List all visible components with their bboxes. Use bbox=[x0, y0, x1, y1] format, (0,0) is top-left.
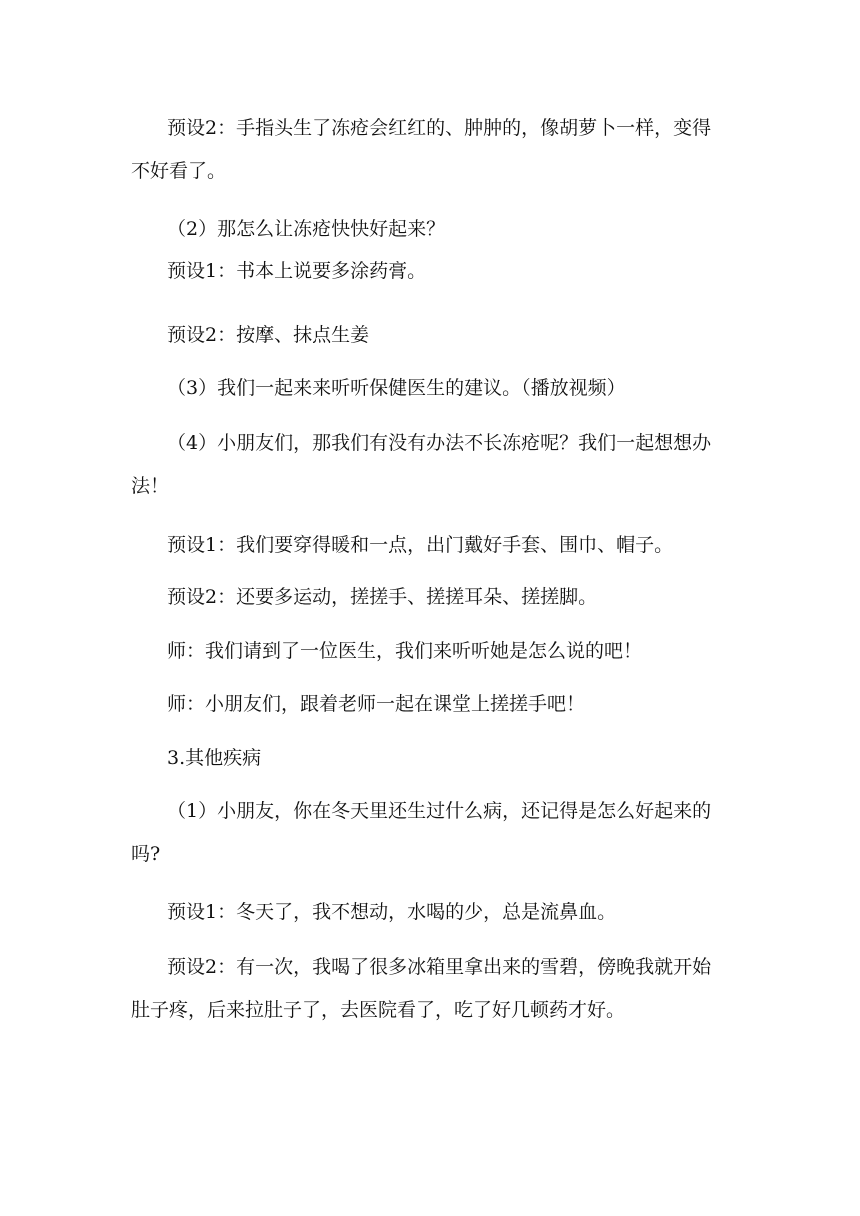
paragraph-teacher-doctor: 师：我们请到了一位医生，我们来听听她是怎么说的吧！ bbox=[167, 640, 643, 662]
paragraph-question-other-1: （1）小朋友，你在冬天里还生过什么病，还记得是怎么好起来的吗? bbox=[131, 800, 712, 865]
paragraph-preset2-exercise: 预设2：还要多运动，搓搓手、搓搓耳朵、搓搓脚。 bbox=[167, 586, 598, 608]
paragraph-preset2-frostbite-look: 预设2：手指头生了冻疮会红红的、肿肿的，像胡萝卜一样，变得不好看了。 bbox=[131, 117, 712, 182]
paragraph-preset2-stomachache: 预设2：有一次，我喝了很多冰箱里拿出来的雪碧，傍晚我就开始肚子疼，后来拉肚子了，去医院看了，吃了好几顿药才好。 bbox=[131, 956, 712, 1021]
paragraph-preset2-massage: 预设2：按摩、抹点生姜 bbox=[167, 324, 370, 346]
paragraph-question-3: （3）我们一起来来听听保健医生的建议。（播放视频） bbox=[167, 377, 626, 399]
paragraph-preset1-ointment: 预设1：书本上说要多涂药膏。 bbox=[167, 260, 427, 282]
section-heading-other-diseases: 3.其他疾病 bbox=[167, 747, 262, 769]
paragraph-question-4: （4）小朋友们，那我们有没有办法不长冻疮呢？我们一起想想办法！ bbox=[131, 432, 712, 497]
paragraph-preset1-nosebleed: 预设1：冬天了，我不想动，水喝的少，总是流鼻血。 bbox=[167, 901, 617, 923]
paragraph-preset1-warm: 预设1：我们要穿得暖和一点，出门戴好手套、围巾、帽子。 bbox=[167, 534, 674, 556]
paragraph-teacher-rub-hands: 师：小朋友们，跟着老师一起在课堂上搓搓手吧！ bbox=[167, 693, 586, 715]
paragraph-question-2: （2）那怎么让冻疮快快好起来？ bbox=[167, 218, 446, 240]
